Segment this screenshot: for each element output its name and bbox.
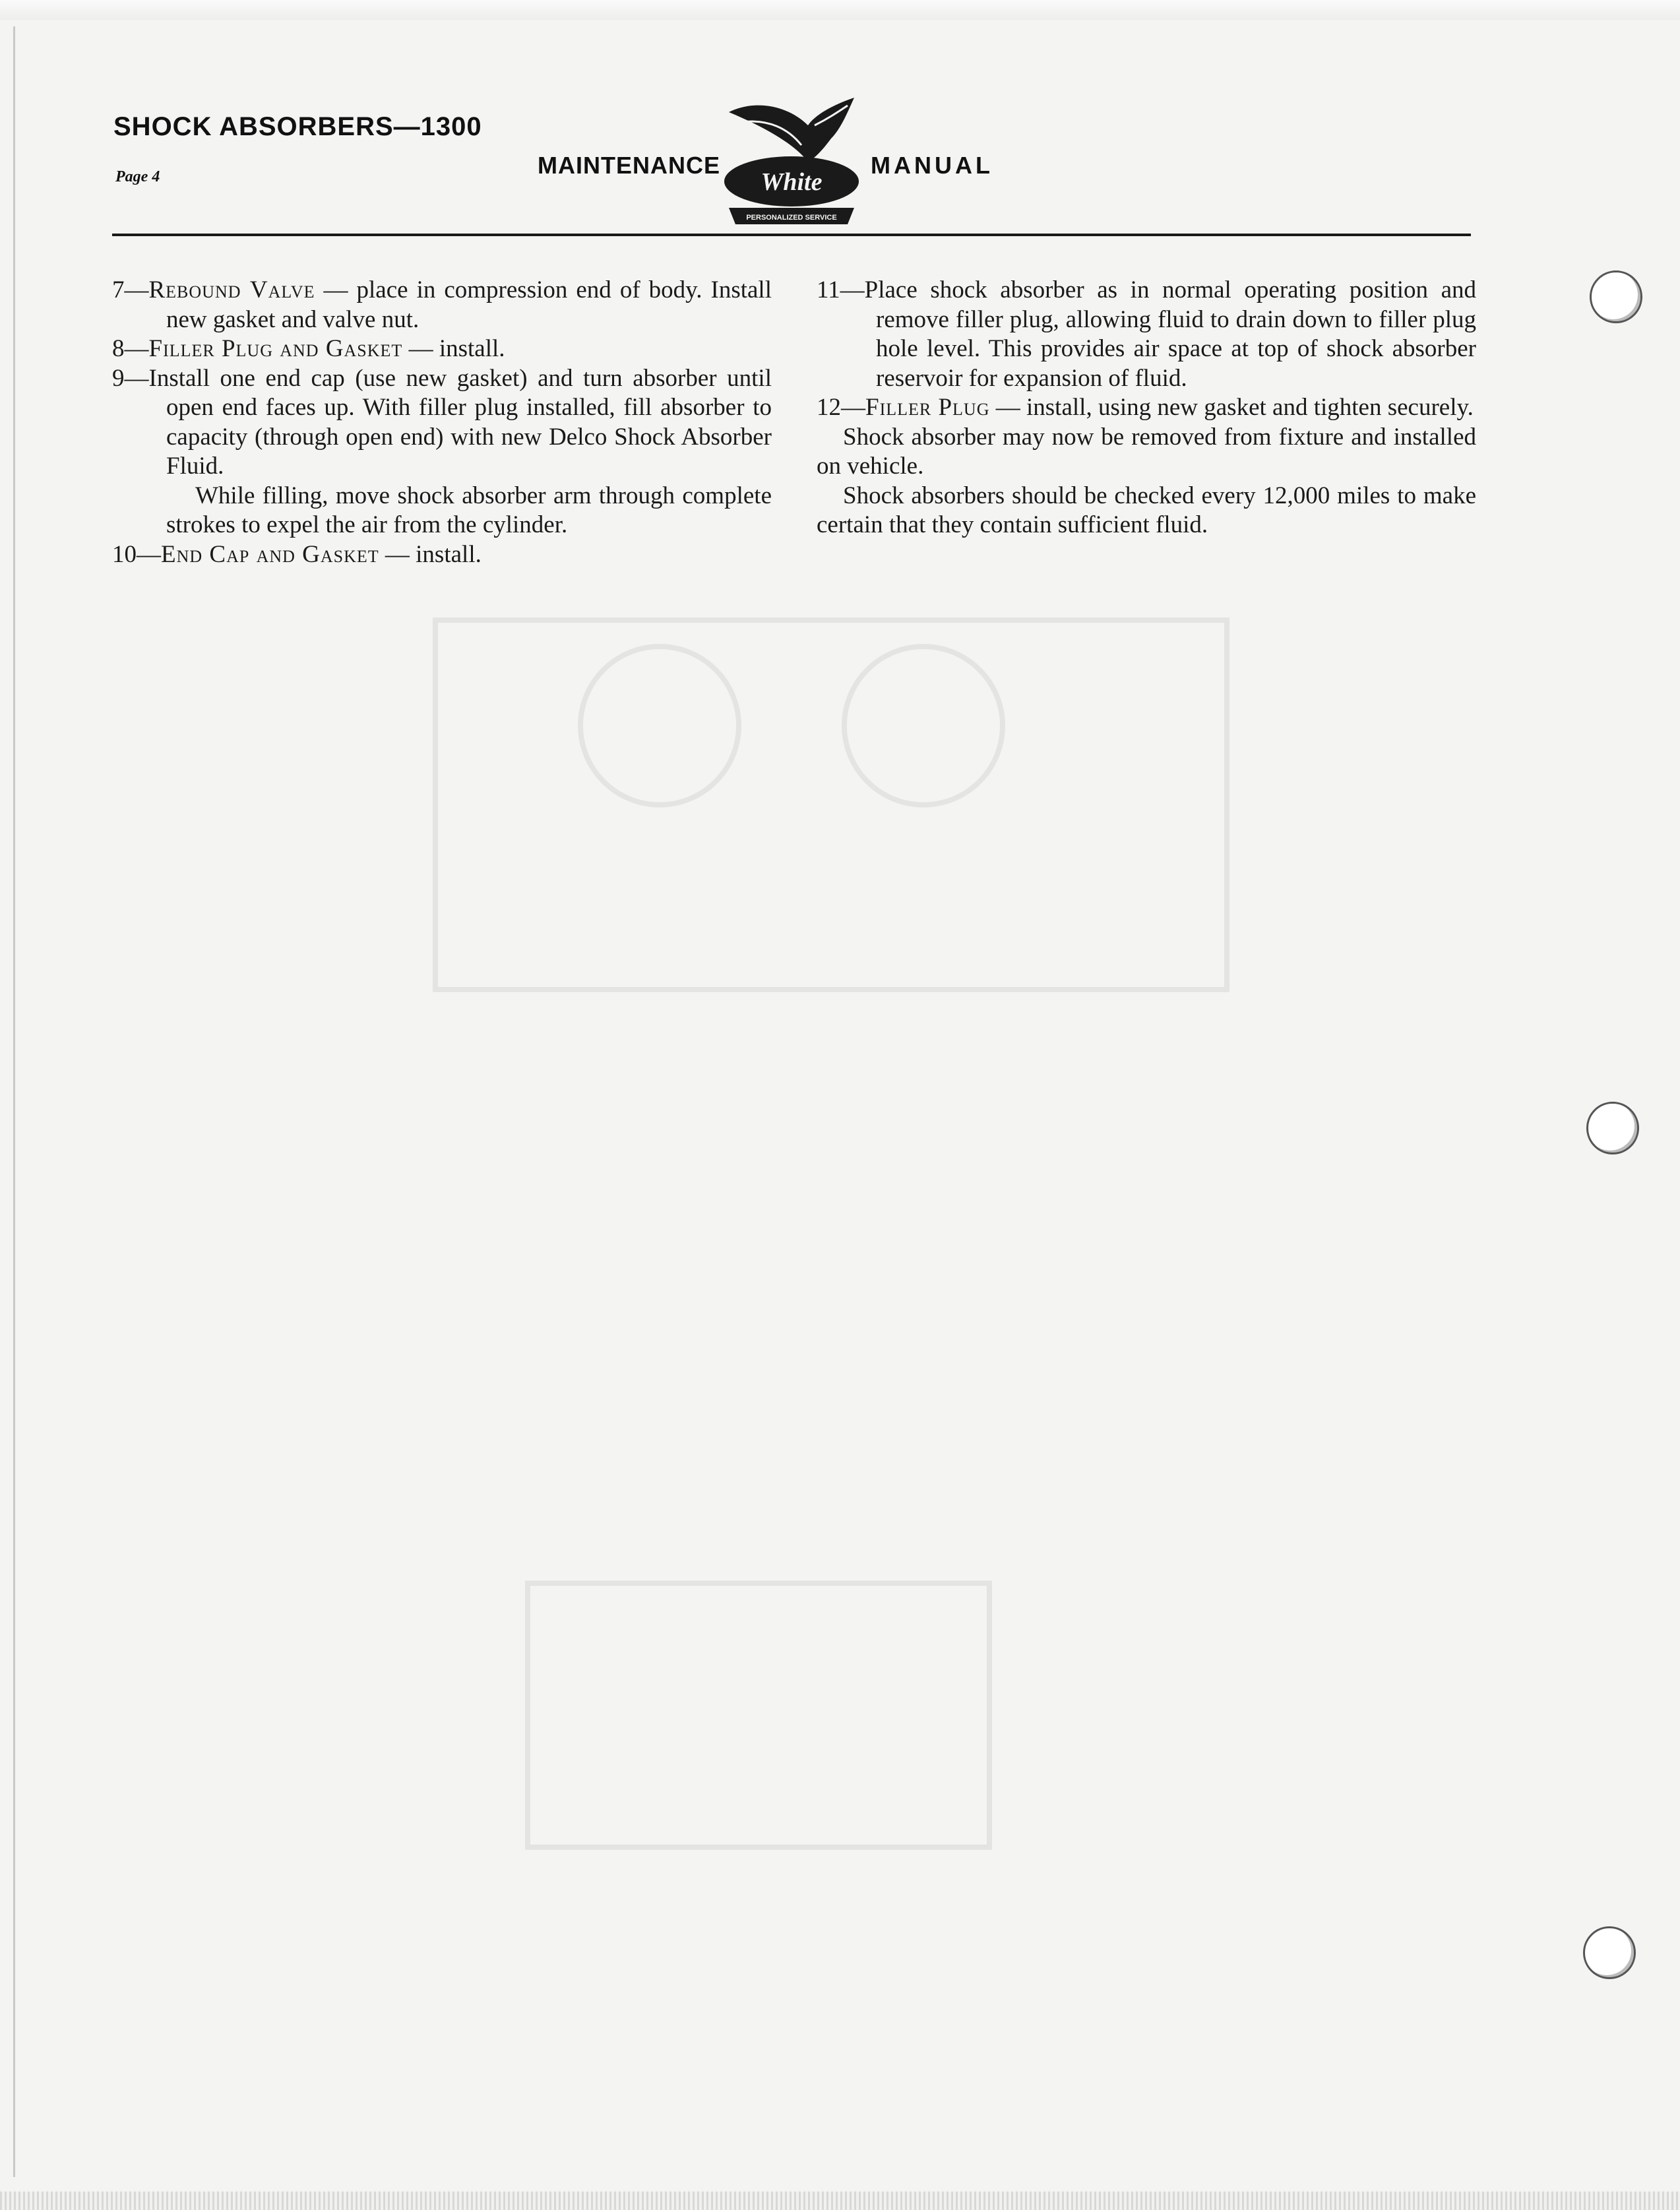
step-9 [112,364,772,482]
step-10-text: — install. [379,540,482,568]
step-9-text: Install one end cap (use new gasket) and turn absorber until open end faces up. With filler plug installed, fill absorber to capacity (through open end) with new Delco Shock Absorber Fluid. [148,364,772,480]
step-9-subparagraph: While filling, move shock absorber arm through complete strokes to expel the air from the cylinder. [166,482,772,538]
step-7 [112,276,772,334]
step-12 [817,393,1476,423]
step-7-number: 7— [112,276,149,303]
step-7-text: — place in compression end of body. Install new gasket and valve nut. [166,276,772,333]
right-column [817,276,1476,540]
logo-text: White [761,168,823,196]
logo-banner: PERSONALIZED SERVICE [746,214,837,222]
left-column [112,276,772,569]
paragraph-removal: Shock absorber may now be removed from fixture and installed on vehicle. [817,423,1476,480]
step-8-text: — install. [402,335,505,362]
punch-hole-bottom [1583,1926,1636,1979]
header-manual: MANUAL [871,152,993,179]
step-12-number: 12— [817,394,865,421]
step-9-number: 9— [112,364,149,392]
step-10-number: 10— [112,540,161,568]
paragraph-check-interval: Shock absorbers should be checked every 12,000 miles to make certain that they contain sufficient fluid. [817,482,1476,538]
punch-hole-middle [1586,1102,1639,1154]
step-12-text: — install, using new gasket and tighten securely. [989,394,1474,421]
page-number: Page 4 [115,168,160,185]
step-11-text: Place shock absorber as in normal operating position and remove filler plug, allowing fluid to drain down to filler plug hole level. This provides air space at top of shock absorber reservoir for expansion of fluid. [864,276,1476,392]
section-title: SHOCK ABSORBERS—1300 [113,112,482,141]
step-12-heading: Filler Plug [865,394,990,421]
step-7-heading: Rebound Valve [148,276,315,303]
step-10-heading: End Cap and Gasket [161,540,379,568]
page-bottom-edge [0,2192,1680,2210]
step-8-number: 8— [112,335,149,362]
page-left-edge [13,26,15,2177]
white-eagle-logo [716,92,867,237]
header-rule [112,234,1471,236]
step-8-heading: Filler Plug and Gasket [148,335,403,362]
bleed-through-illustration [396,594,1319,2177]
step-11-number: 11— [817,276,865,303]
step-8 [112,334,772,364]
step-11 [817,276,1476,393]
page-top-edge [0,0,1680,20]
header-maintenance: MAINTENANCE [538,152,720,179]
punch-hole-top [1590,270,1642,323]
step-10 [112,540,772,570]
